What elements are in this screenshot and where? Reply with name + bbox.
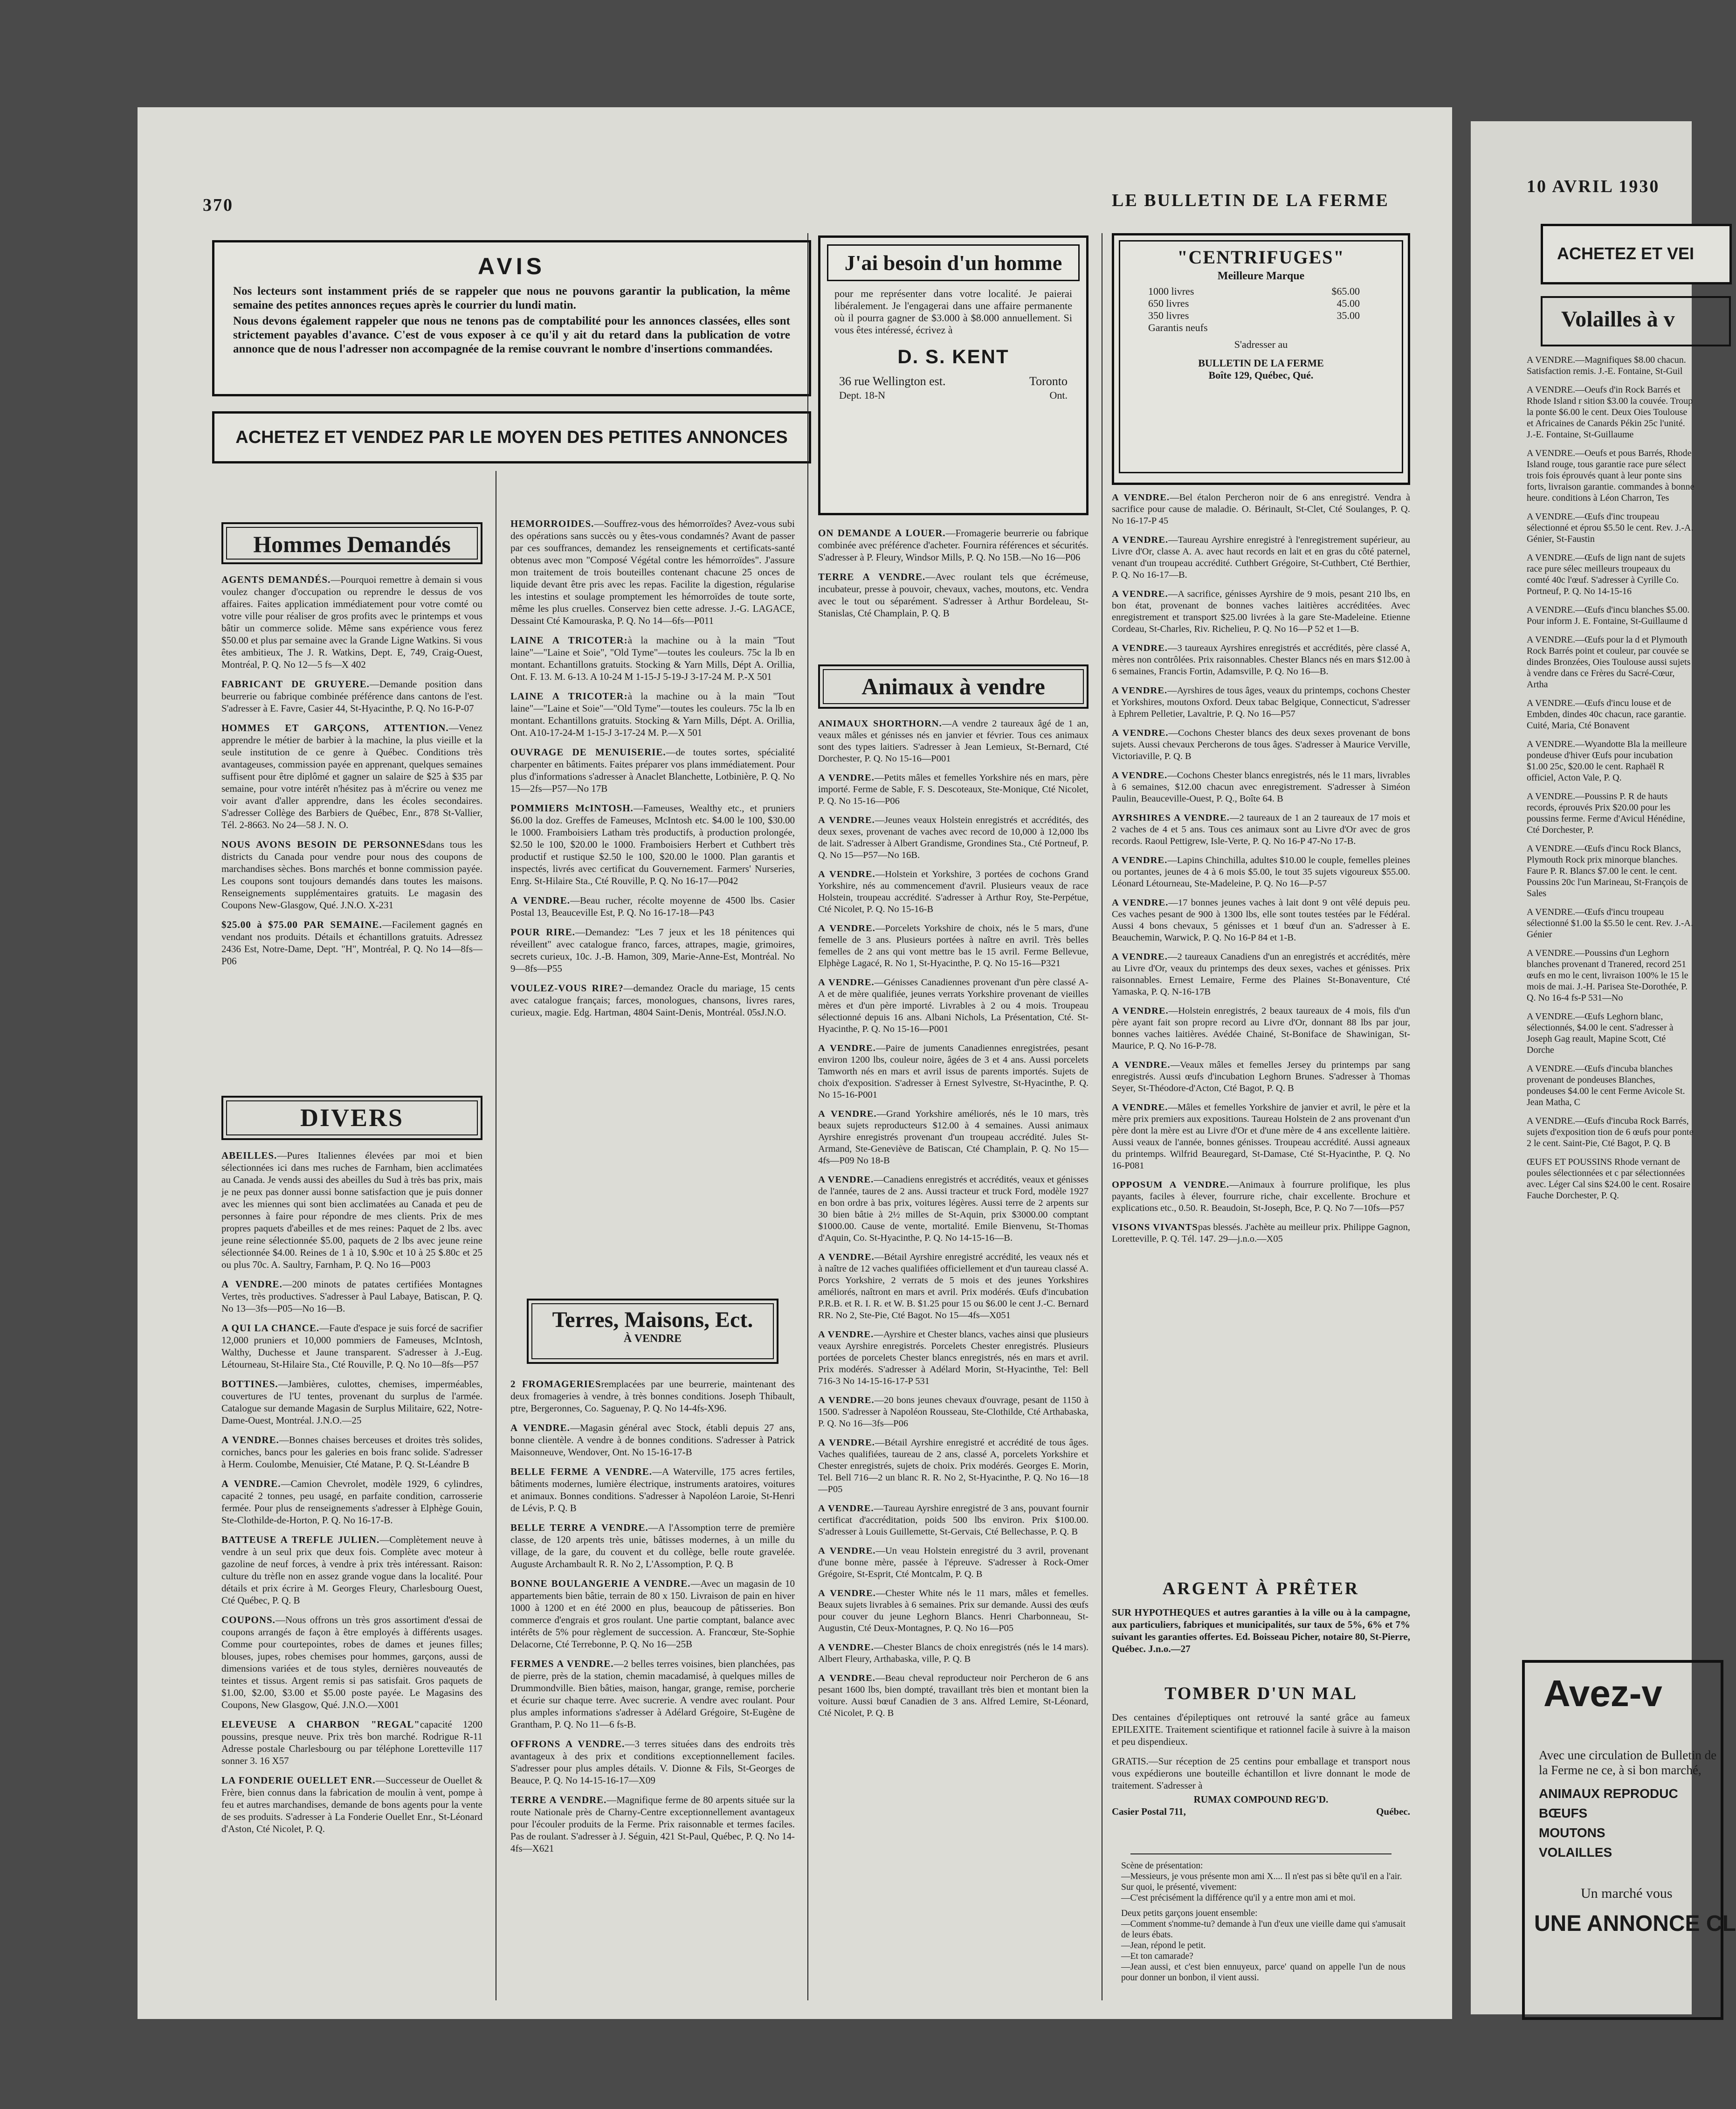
classified-ad: A VENDRE.—Porcelets Yorkshire de choix, nés le 5 mars, d'une femelle de 3 ans. Plusieurs portées à naître en avril. Très belles femelles de 2 ans qui vont mettre bas le 15 avril. Ferme Bellevue, Elphège Lagacé, R. No 1, St-Hyacinthe, P. Q. No 15-16—P321: [818, 923, 1088, 968]
argent-text: SUR HYPOTHEQUES et autres garanties à la ville ou à la campagne, aux particuliers, fabriques et municipalités, sur taux de 5%, 6% et 7% suivant les garanties offertes. Ed. Boisseau Picher, notaire 80, St-Pierre, Québec. J.n.o.—27: [1112, 1607, 1410, 1654]
section-argent-a-preter: ARGENT À PRÊTER: [1162, 1579, 1360, 1598]
classified-ad: A VENDRE.—Jeunes veaux Holstein enregistrés et accrédités, des deux sexes, provenant de vaches avec record de 10,000 à 12,000 lbs de lait. S'adresser à Albert Grandisme, Grondines Sta., Cté Portneuf, P. Q. No 15—P57—No 16B.: [818, 815, 1088, 860]
classified-ad: NOUS AVONS BESOIN DE PERSONNESdans tous les districts du Canada pour vendre pour nous des coupons de marchandises sèches. Bons marchés et bonne commission payée. Les coupons sont toujours demandés dans toutes les maisons. Renseignements supplémentaires gratuits. Le magasin des Coupons New-Glasgow, Qué. J.N.O. X-231: [221, 839, 483, 911]
classified-ad: A VENDRE.—Bétail Ayrshire enregistré et accrédité de tous âges. Vaches qualifiées, taureau de 2 ans, classé A, porcelets Yorkshire et Chester enregistrés, sujets de choix. Prix modérés. Georges E. Morin, Tel. Bell 716—2 un blanc R. R. No 2, St-Hyacinthe, P. Q. No 16—18—P05: [818, 1438, 1088, 1494]
classified-ad: A VENDRE.—Œufs d'incuba blanches provenant de pondeuses Blanches, pondeuses $4.00 le cent Ferme Avicole St. Jean Matha, C: [1527, 1064, 1685, 1107]
ad-address: 36 rue Wellington est.: [839, 374, 946, 388]
classified-ad: A VENDRE.—Bonnes chaises berceuses et droites très solides, corniches, bancs pour les galeries en bois franc solide. S'adresser à Herm. Coulombe, Menuisier, Cté Matane, P. Q. St-Léandre B: [221, 1434, 482, 1470]
ad-subtitle: Meilleure Marque: [1217, 270, 1305, 282]
publication-title: LE BULLETIN DE LA FERME: [1112, 191, 1389, 210]
classified-ad: COUPONS.—Nous offrons un très gros assortiment d'essai de coupons arrangés de façon à être employés à différents usages. Comme pour courtepointes, robes de dames et jeunes filles; blouses, jupes, robes chemises pour hommes, garçons, aussi de dimensions variées et de tous styles, dernières nouveautés de teintes et tissus. Argent remis si pas satisfait. Gros paquets de $1.00, $2.00, $3.00 et $5.00 poste payée. Le Magasins des Coupons, New Glasgow, Qué. J.N.O.—X001: [221, 1614, 482, 1710]
column-2-ads: [510, 518, 795, 1026]
classified-ad: A VENDRE.—Lapins Chinchilla, adultes $10.00 le couple, femelles pleines ou portantes, jeunes de 4 à 6 mois $5.00, le tout 35 sujets vigoureux $55.00. Léonard Létourneau, Ste-Madeleine, P. Q. No 16—P-57: [1112, 855, 1410, 889]
classified-ad: A VENDRE.—Taureau Ayrshire enregistré à l'enregistrement supérieur, au Livre d'Or, classe A. A. avec haut records en lait et en gras du côté paternel, venant d'un troupeau accrédité. Cuthbert Grégoire, St-Cuthbert, Cté Berthier, P. Q. No 16-17—B.: [1112, 535, 1410, 580]
facing-section-volailles: Volailles à v: [1541, 296, 1731, 346]
classified-ad: TERRE A VENDRE.—Magnifique ferme de 80 arpents située sur la route Nationale près de Charny-Centre exceptionnellement avantageux pour l'écouler produits de la Ferme. Prix raisonnable et termes faciles. Pas de roulant. S'adresser à J. Séguin, 421 St-Paul, Québec, P. Q. No 14-4fs—X621: [510, 1794, 795, 1854]
classified-ad: A VENDRE.—Canadiens enregistrés et accrédités, veaux et génisses de l'année, taures de 2 ans. Aussi tracteur et truck Ford, modèle 1927 en bon ordre à bas prix, voitures légères. Aussi terre de 2 arpents sur 30 bien bâtie à 2½ milles de St-Aquin, prix $3000.00 comptant $1000.00. Cause de vente, mortalité. Emile Bienvenu, St-Thomas d'Aquin, Co. St-Hyacinthe, P. Q. No 14-15-16—B.: [818, 1175, 1088, 1243]
joke-line: Sur quoi, le présenté, vivement:: [1121, 1882, 1237, 1892]
guarantee-text: Garantis neufs: [1148, 322, 1208, 333]
tomber-city: Québec.: [1376, 1806, 1410, 1817]
classified-ad: A VENDRE.—Camion Chevrolet, modèle 1929, 6 cylindres, capacité 2 tonnes, peu usagé, en parfaite condition, carrosserie fermée. Pour plus de renseignements s'adresser à Elphège Gouin, Ste-Clothilde-de-Horton, P. Q. No 16-17-B.: [221, 1478, 482, 1526]
classified-ad: A VENDRE.—Un veau Holstein enregistré du 3 avril, provenant d'une bonne mère, passée à l'épreuve. S'adresser à Rock-Omer Grégoire, St-Esprit, Cté Montcalm, P. Q. B: [818, 1546, 1088, 1579]
classified-ad: FABRICANT DE GRUYERE.—Demande position dans beurrerie ou fabrique combinée préférence dans cantons de l'est. S'adresser à E. Favre, Casier 44, St-Hyacinthe, P. Q. No 16-P-07: [221, 678, 482, 714]
section-title: Animaux à vendre: [861, 673, 1045, 699]
ad-name: BULLETIN DE LA FERME: [1198, 357, 1324, 369]
classified-ad: A VENDRE.—Œufs d'incu Rock Blancs, Plymouth Rock prix minorque blanches. Faure P. R. Blancs $7.00 le cent. le cent. Poussins 20c l'un Marineau, St-François de Sales: [1527, 844, 1688, 899]
column-2-terres-ads: [510, 1378, 795, 1862]
column-4-ads: [1112, 492, 1410, 1252]
facing-avez-vous-ad: Avez-v Avec une circulation de Bulletin de la Ferme ne ce, à si bon marché, ANIMAUX REPRODUC BŒUFS MOUTONS VOLAILLES Un marché vous UNE ANNONCE CL: [1522, 1660, 1723, 2020]
newspaper-page: [138, 107, 1452, 2019]
ad-body: pour me représenter dans votre localité. Je paierai libéralement. Je l'engagerai dans une affaire permanente où il pourra gagner de $3.000 à $8.000 annuellement. Si vous êtes intéressé, écrivez à: [834, 288, 1072, 336]
classified-ad: POUR RIRE.—Demandez: "Les 7 jeux et les 18 pénitences qui réveillent" avec catalogue franco, farces, attrapes, magie, grimoires, secrets curieux, 10c. J.-B. Hamon, 309, Marie-Anne-Est, Montréal. No 9—8fs—P55: [510, 927, 795, 974]
classified-ad: A VENDRE.—Holstein et Yorkshire, 3 portées de cochons Grand Yorkshire, nés au commencement d'avril. Plusieurs veaux de race Holstein, troupeau accrédité. S'adresser à Arthur Roy, Ste-Perpétue, Cté Nicolet, P. Q. No 15-16-B: [818, 869, 1088, 914]
classified-ad: HEMORROIDES.—Souffrez-vous des hémorroïdes? Avez-vous subi des opérations sans succès ou y êtes-vous condamnés? Avant de passer par ces souffrances, demandez les renseignements et certificats-santé obtenus avec mon "Composé Végétal contre les hémorroïdes". J'assure mon traitement de trois bouteilles contenant chacune 25 onces de liquide devant être pris avec les repas. Facilite la digestion, régularise les intestins et soulage promptement les hémorroïdes de toute sorte, même les plus cruelles. Conservez bien cette adresse. J.-G. LAGACE, Dessaint Cté Kamouraska, P. Q. No 14—6fs—P011: [510, 518, 795, 626]
tomber-paragraph: GRATIS.—Sur réception de 25 centins pour emballage et transport nous vous expédierons une bouteille échantillon et livre donnant le mode de traitement. S'adresser à: [1112, 1756, 1410, 1791]
classified-ad: A VENDRE.—Beau cheval reproducteur noir Percheron de 6 ans pesant 1600 lbs, bien dompté, travaillant très bien et montant bien la voiture. Aussi bœuf Canadien de 3 ans. Alfred Lemire, St-Léonard, Cté Nicolet, P. Q. B: [818, 1673, 1088, 1718]
price-row: 350 livres 35.00: [1148, 310, 1360, 321]
classified-ad: A VENDRE.—Cochons Chester blancs des deux sexes provenant de bons sujets. Aussi chevaux Percherons de tous âges. S'adresser à Maurice Verville, Victoriaville, P. Q. B: [1112, 728, 1410, 761]
classified-ad: A VENDRE.—Grand Yorkshire améliorés, nés le 10 mars, très beaux sujets reproducteurs $12.00 à 4 semaines. Aussi animaux Ayrshire enregistrés provenant d'un troupeau accrédité. Jules St-Armand, Ste-Geneviève de Batiscan, Cté Champlain, P. Q. No 15—4fs—P09 No 18-B: [818, 1109, 1089, 1166]
section-tomber-dun-mal: TOMBER D'UN MAL: [1164, 1684, 1357, 1703]
classified-ad: AYRSHIRES A VENDRE.—2 taureaux de 1 an 2 taureaux de 17 mois et 2 vaches de 4 et 5 ans. Tous ces animaux sont au Livre d'Or avec de gros records. Raoul Pettigrew, Isle-Verte, P. Q. No 16-P 47-No 17-B.: [1112, 813, 1410, 846]
facing-page-date: 10 AVRIL 1930: [1527, 177, 1660, 196]
price-row: 650 livres 45.00: [1148, 297, 1360, 309]
classified-ad: A VENDRE.—20 bons jeunes chevaux d'ouvrage, pesant de 1150 à 1500. S'adresser à Napoléon Rousseau, Ste-Clothilde, Cté Arthabaska, P. Q. No 16—3fs—P06: [818, 1395, 1089, 1429]
petites-annonces-banner: [212, 411, 811, 463]
joke-line: —Jean aussi, et c'est bien ennuyeux, parce' quand on appelle l'un de nous pour donner un bonbon, il vient aussi.: [1121, 1962, 1405, 1983]
classified-ad: A VENDRE.—Œufs d'incu louse et de Embden, dindes 40c chacun, race garantie. Cuité, Maria, Cté Bonavent: [1527, 698, 1687, 731]
avis-title: AVIS: [478, 253, 545, 279]
ad-address-label: S'adresser au: [1234, 339, 1288, 350]
joke-line: Scène de présentation:: [1121, 1861, 1203, 1871]
classified-ad: A VENDRE.—Poussins P. R de hauts records, éprouvés Prix $20.00 pour les poussins ferme. Ferme d'Avicul Hénédine, Cté Dorchester, P.: [1527, 791, 1685, 835]
classified-ad: A VENDRE.—Wyandotte Bla la meilleure pondeuse d'hiver Œufs pour incubation $1.00 25c, $20.00 le cent. Raphaël R officiel, Acton Vale, P. Q.: [1527, 739, 1687, 783]
price-row: 1000 livres $65.00: [1148, 285, 1360, 297]
classified-ad: A VENDRE.—Œufs de lign nant de sujets race pure sélec meilleurs troupeaux du comté 40c l'œuf. S'adresser à Cyrille Co. Portneuf, P. Q. No 14-15-16: [1527, 553, 1686, 596]
classified-ad: A VENDRE.—Veaux mâles et femelles Jersey du printemps par sang enregistrés. Aussi œufs d'incubation Leghorn Brunes. S'adresser à Thomas Seyer, St-Théodore-d'Acton, Cté Bagot, P. Q. B: [1112, 1060, 1410, 1093]
classified-ad: A VENDRE.—Magasin général avec Stock, établi depuis 27 ans, bonne clientèle. A vendre à de bonnes conditions. S'adresser à Patrick Maisonneuve, Wendover, Ont. No 15-16-17-B: [510, 1422, 795, 1458]
classified-ad: A VENDRE.—Taureau Ayrshire enregistré de 3 ans, pouvant fournir certificat d'accréditation, poids 500 lbs environ. Prix $100.00. S'adresser à Louis Guillemette, St-Gervais, Cté Bellechasse, P. Q. B: [818, 1503, 1088, 1537]
ad-name: D. S. KENT: [897, 346, 1009, 367]
classified-ad: BOTTINES.—Jambières, culottes, chemises, imperméables, couvertures de l'U tentes, provenant du surplus de l'armée. Catalogue sur demande Magasin de Surplus Militaire, 622, Notre-Dame-Ouest, Montréal. J.N.O.—25: [221, 1378, 482, 1426]
tomber-company: RUMAX COMPOUND REG'D.: [1193, 1794, 1329, 1805]
tomber-paragraph: Des centaines d'épileptiques ont retrouvé la santé grâce au fameux EPILEXITE. Traitement scientifique et rationnel facile à suivre à la maison et peu dispendieux.: [1112, 1712, 1410, 1747]
ad-title: J'ai besoin d'un homme: [844, 251, 1062, 275]
jokes-text: [1121, 1860, 1405, 1983]
classified-ad: A VENDRE.—Paire de juments Canadiennes enregistrées, pesant environ 1200 lbs, couleur noire, âgées de 3 et 4 ans. Aussi porcelets Tamworth nés en mars et avril issus de parents importés. Sujets de choix d'exposition. S'adresser à Ernest Sylvestre, St-Hyacinthe, P. Q. No 15-16-P001: [818, 1043, 1088, 1100]
centrifuges-ad: [1112, 233, 1410, 485]
section-title: Hommes Demandés: [253, 531, 451, 557]
section-terres-maisons: [527, 1299, 778, 1364]
classified-ad: LAINE A TRICOTER:à la machine ou à la main "Tout laine"—"Laine et Soie", "Old Tyme"—toutes les couleurs. 75c la lb en montant. Echantillons gratuits. Stocking & Yarn Mills, Dépt A. Orillia, Ont. F. 13. M. 6-13. A 10-24 M 1-15-J 5-19-J 3-17-24 M. P.-X 501: [510, 635, 795, 682]
facing-banner: ACHETEZ ET VEI: [1541, 224, 1732, 284]
classified-ad: HOMMES ET GARÇONS, ATTENTION.—Venez apprendre le métier de barbier à la machine, la plus vieille et la seule institution de ce genre à Québec. Conditions très avantageuses, commission payée en apprenant, quelques semaines suffisent pour être diplômé et gagner un salaire de $25 à $35 par semaine, pour votre intérêt n'hésitez pas à m'écrire ou venez me voir avant d'aller apprendre, dans les écoles secondaires. S'adresser Collège des Barbiers de Québec, Enr., 878 St-Vallier, Tél. 2-8663. No 24—58 J. N. O.: [221, 722, 482, 830]
joke-line: —Messieurs, je vous présente mon ami X.... Il n'est pas si bête qu'il en a l'air.: [1121, 1872, 1402, 1881]
avis-paragraph-1: Nos lecteurs sont instamment priés de se rappeler que nous ne pouvons garantir la publication, la même semaine des petites annonces reçues après le courrier du lundi matin.: [233, 285, 790, 311]
classified-ad: A VENDRE.—Oeufs et pous Barrés, Rhode Island rouge, tous garantie race pure sélect trois fois éprouvés quant à leur ponte sins forts, livraison garantie. commandes à bonne heure. conditions à Léon Charron, Tes: [1527, 448, 1695, 503]
classified-ad: VOULEZ-VOUS RIRE?—demandez Oracle du mariage, 15 cents avec catalogue français; farces, monologues, chansons, livres rares, curieux, magie. Edg. Hartman, 4804 Saint-Denis, Montréal. 05sJ.N.O.: [510, 982, 795, 1018]
section-divers: [221, 1096, 482, 1140]
classified-ad: VISONS VIVANTSpas blessés. J'achète au meilleur prix. Philippe Gagnon, Loretteville, P. Q. Tél. 147. 29—j.n.o.—X05: [1112, 1222, 1410, 1244]
classified-ad: A VENDRE.—3 taureaux Ayrshires enregistrés et accrédités, père classé A, mères non contrôlées. Prix raisonnables. Chester Blancs nés en mars $12.00 à 6 semaines, Francis Fortin, Adamsville, P. Q. No 16—B.: [1112, 643, 1410, 677]
avez-list-item: BŒUFS: [1539, 1806, 1588, 1820]
classified-ad: A VENDRE.—Ayrshires de tous âges, veaux du printemps, cochons Chester et Yorkshires, moutons Oxford. Deux tabac Belgique, Connecticut, S'adresser à Ephrem Pelletier, Lavaltrie, P. Q. No 16—P57: [1112, 685, 1410, 719]
classified-ad: A VENDRE.—2 taureaux Canadiens d'un an enregistrés et accrédités, mère au Livre d'Or, veaux du printemps des deux sexes, vaches et génisses. Prix raisonnables. Ernest Lemaire, Ferme des Plaines St-Bonaventure, Cté Yamaska, P. Q. N-16-17B: [1112, 952, 1410, 997]
ad-dept: Dept. 18-N: [839, 389, 885, 401]
classified-ad: LAINE A TRICOTER:à la machine ou à la main "Tout laine"—"Laine et Soie"—"Old Tyme"—toutes les couleurs. 75c la lb en montant. Echantillons gratuits. Stocking & Yarn Mills, Dépt. A. Orillia, Ont. A10-17-24-M 1-15-J 3-17-24 M. P.—X 501: [510, 691, 795, 738]
ad-city: Toronto: [1029, 374, 1068, 388]
tomber-text: [1112, 1711, 1410, 1818]
classified-ad: A VENDRE.—Mâles et femelles Yorkshire de janvier et avril, le père et la mère prix premiers aux expositions. Taureau Holstein de 2 ans provenant d'un père dont la mère est au Livre d'Or et d'une mère de 4 ans excellente laitière. Aussi veaux de l'année, bonnes génisses. Troupeau accrédité. Aussi agneaux du printemps. Wilfrid Beauregard, St-Damase, Cté St-Hyacinthe, P. Q. No 16-P081: [1112, 1102, 1410, 1171]
classified-ad: A VENDRE.—200 minots de patates certifiées Montagnes Vertes, très productives. S'adresser à Paul Labaye, Batiscan, P. Q. No 13—3fs—P05—No 16—B.: [221, 1279, 482, 1314]
classified-ad: ABEILLES.—Pures Italiennes élevées par moi et bien sélectionnées ici dans mes ruches de Farnham, bien acclimatées au Canada. Je vends aussi des abeilles du Sud à très bas prix, mais je ne peux pas donner aussi bonne satisfaction que je puis donner avec les miennes qui sont bien acclimatées au Canada et peu de personnes à faire pour répondre de mes clients. Prix de mes propres paquets d'abeilles et de mes reines: Paquet de 2 lbs. avec jeune reine sélectionnée $5.00, paquets de 2 lbs avec jeune reine sélectionnée $4.00. Reines de 1 à 10, $.90c et 10 à 25 $.80c et 25 ou plus 70c. A. Saultry, Farnham, P. Q. No 16—P003: [221, 1150, 482, 1270]
column-rule: [807, 233, 808, 2000]
classified-ad: A VENDRE.—Œufs pour la d et Plymouth Rock Barrés point et couleur, par couvée se dindes Bronzées, Oies Toulouse aussi sujets à vendre dans ce Frères du Sacré-Cœur, Artha: [1527, 635, 1691, 690]
classified-ad: A VENDRE.—Beau rucher, récolte moyenne de 4500 lbs. Casier Postal 13, Beauceville Est, P. Q. No 16-17-18—P43: [510, 895, 795, 918]
section-title: Terres, Maisons, Ect.: [552, 1307, 753, 1332]
avez-list-item: MOUTONS: [1539, 1825, 1605, 1840]
classified-ad: AGENTS DEMANDÉS.—Pourquoi remettre à demain si vous voulez changer d'occupation ou reprendre le dessus de vos affaires. Faites application immédiatement pour votre comté ou votre ville pour réaliser de gros profits avec le printemps et vous bâtir un commerce solide. Même sans expérience vous ferez $50.00 et plus par semaine avec la Grande Ligne Watkins. Si vous êtes ambitieux, The J. R. Watkins, Dept. E, 749, Craig-Ouest, Montréal, P. Q. No 12—5 fs—X 402: [221, 574, 482, 670]
classified-ad: FERMES A VENDRE.—2 belles terres voisines, bien planchées, pas de pierre, près de la station, chemin macadamisé, à quelques milles de Drummondville. Bien bâties, maison, hangar, grange, remise, porcherie et écurie sur chaque terre. Avec sucrerie. A vendre avec roulant. Pour plus amples informations s'adresser à Adélard Grégoire, St-Eugène de Grantham, P. Q. No 11—6 fs-B.: [510, 1658, 795, 1730]
joke-line: —Et ton camarade?: [1121, 1951, 1193, 1961]
classified-ad: A VENDRE.—Cochons Chester blancs enregistrés, nés le 11 mars, livrables à 6 semaines, $12.00 chacun avec enregistrement. S'adresser à Siméon Paulin, Beauceville-Ouest, P. Q., Boîte 64. B: [1112, 770, 1410, 804]
classified-ad: ON DEMANDE A LOUER.—Fromagerie beurrerie ou fabrique combinée avec préférence d'acheter. Fournira références et sécurités. S'adresser à P. Fleury, Windsor Mills, P. Q. No 15B.—No 16—P06: [818, 527, 1088, 563]
classified-ad: BELLE FERME A VENDRE.—A Waterville, 175 acres fertiles, bâtiments modernes, lumière électrique, instruments aratoires, voitures et animaux. Bonnes conditions. S'adresser à Napoléon Laroie, St-Henri de Lévis, P. Q. B: [510, 1466, 795, 1514]
classified-ad: A VENDRE.—17 bonnes jeunes vaches à lait dont 9 ont vêlé depuis peu. Ces vaches pesant de 900 à 1300 lbs, elle sont toutes testées par le Fédéral. Aussi 4 bons chevaux, 5 génisses et 1 bœuf d'un an. S'adresser à E. Beauchemin, Warwick, P. Q. No 16-P 84 et 1-B.: [1112, 898, 1410, 943]
tomber-casier: Casier Postal 711,: [1112, 1806, 1186, 1817]
classified-ad: A VENDRE.—Œufs d'incu blanches $5.00. Pour inform J. E. Fontaine, St-Guillaume d: [1527, 605, 1690, 626]
classified-ad: A VENDRE.—Bel étalon Percheron noir de 6 ans enregistré. Vendra à sacrifice pour cause de maladie. O. Bérinault, St-Clet, Cté Soulanges, P. Q. No 16-17-P 45: [1112, 492, 1410, 526]
classified-ad: A VENDRE.—Chester White nés le 11 mars, mâles et femelles. Beaux sujets livrables à 6 semaines. Prix sur demande. Aussi des œufs pour couver du jeune Leghorn Blancs. Henri Charbonneau, St-Augustin, Cté Deux-Montagnes, P. Q. No 16—P05: [818, 1588, 1088, 1633]
section-animaux: [818, 664, 1088, 709]
ad-province: Ont.: [1049, 389, 1068, 401]
classified-ad: A VENDRE.—Œufs d'incu troupeau sélectionné $1.00 la $5.50 le cent. Rev. J.-A. Génier: [1527, 907, 1693, 940]
ad-title: "CENTRIFUGES": [1177, 247, 1345, 268]
ad-box: Boîte 129, Québec, Qué.: [1208, 369, 1314, 381]
classified-ad: ELEVEUSE A CHARBON "REGAL"capacité 1200 poussins, presque neuve. Prix très bon marché. Rodrigue R-11 Adresse postale Charlesbourg ou par téléphone Loretteville 117 sonner 3. 16 X57: [221, 1719, 482, 1766]
avez-list-item: ANIMAUX REPRODUC: [1539, 1786, 1678, 1801]
classified-ad: A VENDRE.—Petits mâles et femelles Yorkshire nés en mars, père importé. Ferme de Sable, F. S. Descoteaux, Ste-Monique, Cté Nicolet, P. Q. No 15-16—P06: [818, 773, 1088, 806]
classified-ad: A VENDRE.—Œufs d'inc troupeau sélectionné et éprou $5.50 le cent. Rev. J.-A. Génier, St-Faustin: [1527, 512, 1694, 544]
joke-line: —C'est précisément la différence qu'il y a entre mon ami et moi.: [1121, 1893, 1356, 1903]
classified-ad: $25.00 à $75.00 PAR SEMAINE.—Facilement gagnés en vendant nos produits. Détails et échantillons gratuits. Adressez 2436 Est, Notre-Dame, Dept. "H", Montréal, P. Q. No 14—8fs—P06: [221, 919, 483, 967]
facing-page: [1471, 121, 1736, 2014]
classified-ad: A VENDRE.—Bétail Ayrshire enregistré accrédité, les veaux nés et à naître de 12 vaches qualifiées officiellement et d'un taureau classé A. Porcs Yorkshire, 2 verrats de 5 mois et des jeunes Yorkshires améliorés, naîtront en mars et avril. Prix modérés. Œufs d'incubation P.R.B. et R. I. R. et W. B. $1.25 pour 15 ou $6.00 le cent J.-C. Bernard RR. No 2, Ste-Pie, Cté Bagot. No 15—4fs—X051: [818, 1252, 1089, 1321]
joke-line: Deux petits garçons jouent ensemble:: [1121, 1908, 1258, 1918]
joke-line: —Comment s'nomme-tu? demande à l'un d'eux une vieille dame qui s'amusait de leurs ébats.: [1121, 1919, 1405, 1940]
avez-list-item: VOLAILLES: [1539, 1845, 1612, 1860]
classified-ad: A VENDRE.—Ayrshire et Chester blancs, vaches ainsi que plusieurs veaux Ayrshire enregistrés. Porcelets Chester enregistrés. Plusieurs portées de porcelets Chester blancs enregistrés, nés en mars et avril. Prix modérés. S'adresser à Adélard Morin, St-Hyacinthe, Tel: Bell 716-3 No 14-15-16-17-P 531: [818, 1329, 1088, 1386]
classified-ad: A QUI LA CHANCE.—Faute d'espace je suis forcé de sacrifier 12,000 pruniers et 10,000 pommiers de Fameuses, McIntosh, Walthy, Duchesse et Jaune transparent. S'adresser à J.-Eug. Létourneau, St-Hilaire Sta., Cté Rouville, P. Q. No 10—8fs—P57: [221, 1322, 482, 1370]
column-1-ads: [221, 574, 482, 975]
jai-besoin-ad: [818, 235, 1088, 515]
classified-ad: 2 FROMAGERIESremplacées par une beurrerie, maintenant des deux fromageries à vendre, à très bonnes conditions. Joseph Thibault, ptre, Bergeronnes, Co. Saguenay, P. Q. No 14-4fs-X96.: [510, 1378, 795, 1414]
classified-ad: A VENDRE.—Chester Blancs de choix enregistrés (nés le 14 mars). Albert Fleury, Arthabaska, ville, P. Q. B: [818, 1642, 1088, 1664]
classified-ad: BONNE BOULANGERIE A VENDRE.—Avec un magasin de 10 appartements bien bâtie, terrain de 80 x 150. Livraison de pain en hiver 1000 à 1200 et en été 2000 en plus, beaucoup de pâtisseries. Bon commerce d'engrais et gros roulant. Une partie comptant, balance avec intérêts de 5% pour règlement de succession. A. Francœur, Ste-Sophie Delacorne, Cté Terrebonne, P. Q. No 16—25B: [510, 1578, 795, 1650]
avis-box: [212, 240, 811, 396]
price-list: [1120, 283, 1402, 334]
column-3-animaux-ads: [818, 718, 1088, 1727]
classified-ad: A VENDRE.—A sacrifice, génisses Ayrshire de 9 mois, pesant 210 lbs, en bon état, provenant de bonnes vaches laitières accréditées. Avec enregistrement et transport $25.00 livrées à la gare Ste-Madeleine. Etienne Cordeau, St-Charles, Riv. Richelieu, P. Q. No 16—P 52 et 1—B.: [1112, 589, 1410, 634]
column-1-divers-ads: [221, 1149, 482, 1842]
classified-ad: A VENDRE.—Génisses Canadiennes provenant d'un père classé A-A et de mère qualifiée, jeunes verrats Yorkshire provenant de vieilles mères et d'un père importé. Livrables à 2 ou 4 mois. Troupeau sélectionné depuis 16 ans. Albani Nichols, La Présentation, Cté. St-Hyacinthe, P. Q. No 15-16—P001: [818, 977, 1088, 1034]
classified-ad: A VENDRE.—Holstein enregistrés, 2 beaux taureaux de 4 mois, fils d'un père ayant fait son propre record au Livre d'Or, donnant 88 lbs par jour, bonnes vaches laitières. Avédée Chainé, St-Boniface de Shawinigan, St-Maurice, P. Q. No 16-P-78.: [1112, 1006, 1411, 1051]
classified-ad: A VENDRE.—Magnifiques $8.00 chacun. Satisfaction remis. J.-E. Fontaine, St-Guil: [1527, 355, 1686, 376]
section-subtitle: À VENDRE: [623, 1333, 682, 1345]
classified-ad: OPPOSUM A VENDRE.—Animaux à fourrure prolifique, les plus payants, faciles à élever, fourrure riche, chair excellente. Brochure et explications etc., 0.50. R. Beaudoin, St-Joseph, Bce, P. Q. No 7—10fs—P57: [1112, 1180, 1410, 1213]
section-hommes-demandes: [221, 522, 482, 564]
classified-ad: A VENDRE.—Poussins d'un Leghorn blanches provenant d Tranered, record 251 œufs en mo le cent, livraison 100% le 15 le mois de mai. J.-H. Parisea Ste-Dorothée, P. Q. No 16-4 fs-P 531—No: [1527, 948, 1688, 1003]
classified-ad: POMMIERS McINTOSH.—Fameuses, Wealthy etc., et pruniers $6.00 la doz. Greffes de Fameuses, McIntosh etc. $4.00 le 100, $30.00 le 1000. Framboisiers Latham très productifs, à production prolongée, $2.50 le 100, $20.00 le 1000. Framboisiers Herbert et Cuthbert très productif et rustique $2.50 le 100, $20.00 le 1000. Plan garantis et inspectés, livrés avec certificat du Gouvernement. Farmers' Nurseries, Enrg. St-Hilaire Sta., Cté Rouville, P. Q. No 16-17—P042: [510, 802, 795, 886]
page-number: 370: [203, 195, 234, 215]
classified-ad: OFFRONS A VENDRE.—3 terres situées dans des endroits très avantageux à des prix et conditions exceptionnellement faciles. S'adresser pour plus amples détails. V. Dionne & Fils, St-Georges de Beauce, P. Q. No 14-15-16-17—X09: [510, 1738, 795, 1786]
classified-ad: ANIMAUX SHORTHORN.—A vendre 2 taureaux âgé de 1 an, veaux mâles et génisses nés en janvier et février. Tous ces animaux sont des types laitiers. S'adresser à Jean Lemieux, St-Bernard, Cté Dorchester, P. Q. No 15-16—P001: [818, 719, 1088, 764]
classified-ad: A VENDRE.—Œufs d'incuba Rock Barrés, sujets d'exposition tion de 6 œufs pour ponte 2 le cent. Saint-Pie, Cté Bagot, P. Q. B: [1527, 1116, 1694, 1148]
classified-ad: ŒUFS ET POUSSINS Rhode vernant de poules sélectionnées et c par sélectionnées avec. Léger Cal sins $24.00 le cent. Rosaire Fauche Dorchester, P. Q.: [1527, 1157, 1690, 1201]
facing-volailles-ads: [1527, 354, 1695, 1209]
avis-paragraph-2: Nous devons également rappeler que nous ne tenons pas de comptabilité pour les annonces classées, elles sont strictement payables d'avance. C'est de vous exposer à ce qu'il y ait du retard dans la publication de votre annonce que de nous l'adresser non accompagnée de la remise couvrant le nombre d'insertions commandées.: [233, 315, 790, 355]
classified-ad: LA FONDERIE OUELLET ENR.—Successeur de Ouellet & Frère, bien connus dans la fabrication de moulin à vent, pompe à feu et autres marchandises, demande de bons agents pour la vente de ses produits. S'adresser à La Fonderie Ouellet Enr., St-Léonard d'Aston, Cté Nicolet, P. Q.: [221, 1775, 482, 1834]
classified-ad: BATTEUSE A TREFLE JULIEN.—Complètement neuve à vendre à un seul prix que deux fois. Complète avec moteur à gazoline de neuf forces, à vendre à prix très intéressant. Raison: culture du trèfle non en assez grande vogue dans la localité. Pour détails et prix écrire à M. Georges Fleury, Charlesbourg Ouest, Cté Québec, P. Q. B: [221, 1534, 482, 1606]
column-3-ads: [818, 527, 1088, 627]
classified-ad: A VENDRE.—Œufs Leghorn blanc, sélectionnés, $4.00 le cent. S'adresser à Joseph Gag reault, Mapine Scott, Cté Dorche: [1527, 1011, 1674, 1055]
classified-ad: OUVRAGE DE MENUISERIE.—de toutes sortes, spécialité charpenter en bâtiments. Faites préparer vos plans immédiatement. Pour plus d'informations s'adresser à Anaclet Blanchette, Lotbinière, P. Q. No 15—2fs—P57—No 17B: [510, 747, 795, 794]
classified-ad: A VENDRE.—Oeufs d'in Rock Barrés et Rhode Island r sition $3.00 la couvée. Troup la ponte $6.00 le cent. Deux Oies Toulouse et Africaines de Canards Pékin 25c l'unité. J.-E. Fontaine, St-Guillaume: [1527, 385, 1693, 440]
classified-ad: BELLE TERRE A VENDRE.—A l'Assomption terre de première classe, de 120 arpents très unie, bâtisses modernes, à un mille du village, de la gare, du couvent et du collège, belle route gravelée. Auguste Archambault R. R. No 2, L'Assomption, P. Q. B: [510, 1522, 795, 1570]
divider: [1130, 1853, 1392, 1854]
banner-text: ACHETEZ ET VENDEZ PAR LE MOYEN DES PETITES ANNONCES: [235, 428, 788, 447]
section-title: DIVERS: [300, 1104, 404, 1132]
classified-ad: TERRE A VENDRE.—Avec roulant tels que écrémeuse, incubateur, presse à pouvoir, chevaux, vaches, moutons, etc. Vendra avec le tout ou séparément. S'adresser à Arthur Bordeleau, St-Stanislas, Cté Champlain, P. Q. B: [818, 571, 1088, 619]
joke-line: —Jean, répond le petit.: [1121, 1941, 1206, 1950]
